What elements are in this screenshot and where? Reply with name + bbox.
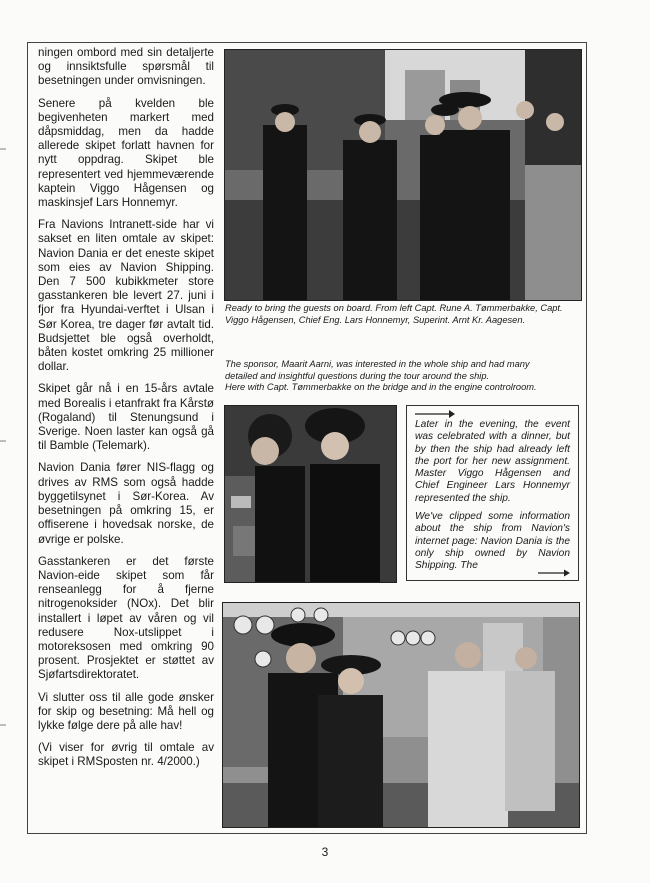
- article-paragraph: (Vi viser for øvrig til omtale av skipet i RMSposten nr. 4/2000.): [38, 741, 214, 769]
- photo-sponsor-on-bridge: [224, 405, 397, 583]
- photo-officers-on-quay: [224, 49, 582, 301]
- arrow-right-icon: [538, 569, 570, 577]
- article-paragraph: Gasstankeren er det første Navion-eide skipet som får renseanlegg for å fjerne nitrogenoksider (NOx). Det blir installert i løpet av våren og vil redusere Nox-utslippet i motoreksosen med omkring 90 prosent. Prosjektet er støttet av Sjøfartsdirektoratet.: [38, 554, 214, 682]
- english-summary-box: [406, 405, 579, 581]
- article-paragraph: Fra Navions Intranett-side har vi sakset en liten omtale av skipet: Navion Dania er det eneste skipet som eies av Navion Shipping. Den 7 500 kubikkmeter store gasstankeren ble levert 27. juni i fjor fra Hyundai-verftet i Ulsan i Sør Korea, tre dager før avtalt tid. Budsjettet ble også overholdt, båten kostet omkring 25 millioner dollar.: [38, 218, 214, 374]
- article-paragraph: ningen ombord med sin detaljerte og innsiktsfulle spørsmål til besetningen under omvisningen.: [38, 46, 214, 88]
- photo-engine-control-room: [222, 602, 580, 828]
- caption-sponsor: [225, 359, 583, 394]
- article-paragraph: Skipet går nå i en 15-års avtale med Borealis i etanfrakt fra Kårstø (Rogaland) til Stenungsund i Sverige. Noen laster kan også gå til Bamble (Telemark).: [38, 382, 214, 453]
- norwegian-article-column: [38, 46, 214, 778]
- arrow-right-icon: [415, 409, 455, 419]
- caption-line: Here with Capt. Tømmerbakke on the bridge and in the engine controlroom.: [225, 382, 537, 393]
- article-paragraph: Senere på kvelden ble begivenheten markert med dåpsmiddag, men da hadde allerede skipet forlatt havnen for nytt oppdrag. Skipet ble representert ved hjemmeværende kaptein Viggo Hågensen og maskinsjef Lars Honnemyr.: [38, 96, 214, 210]
- caption-line: The sponsor, Maarit Aarni, was interested in the whole ship and had many: [225, 359, 530, 369]
- article-paragraph: Vi slutter oss til alle gode ønsker for skip og besetning: Må hell og lykke følge dere på alle hav!: [38, 690, 214, 732]
- english-paragraph: We've clipped some information about the ship from Navion's internet page: Navion Dania is the only ship owned by Navion Shipping. The: [415, 511, 570, 572]
- english-paragraph: Later in the evening, the event was celebrated with a dinner, but by then the ship had already left the port for her new assignment. Master Viggo Hågensen and Chief Engineer Lars Honnemyr represented the ship.: [415, 419, 570, 504]
- caption-line: detailed and insightful questions during the tour around the ship.: [225, 370, 490, 381]
- page-number: 3: [321, 845, 329, 859]
- caption-top-photo: Ready to bring the guests on board. From left Capt. Rune A. Tømmerbakke, Capt. Viggo Hågensen, Chief Eng. Lars Honnemyr, Superint. Arnt Kr. Aagesen.: [225, 303, 563, 325]
- article-paragraph: Navion Dania fører NIS-flagg og drives av RMS som også hadde byggetilsynet i Sør-Korea. Av besetningen på omkring 15, er offiserene i hovedsak norske, de øvrige er polske.: [38, 461, 214, 546]
